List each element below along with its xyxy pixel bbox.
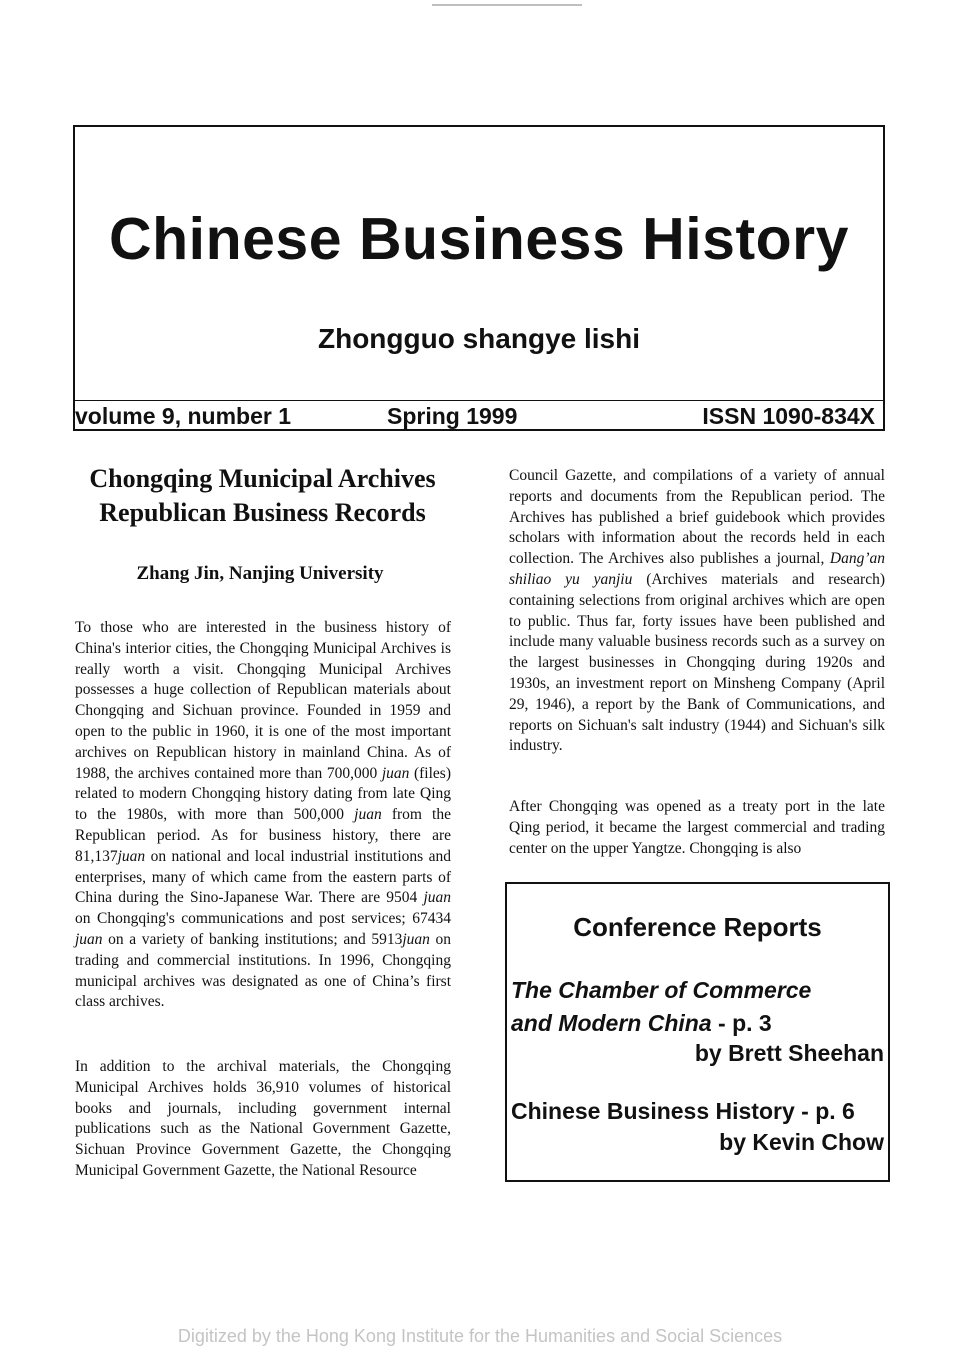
article-paragraph-2: In addition to the archival materials, the Chongqing Municipal Archives holds 36,910 volumes of historical books and journals, including government internal publications such as the National Government Gazette, Sichuan Province Government Gazette, the Chongqing Municipal Government Gazette, the National Resource [75,1058,451,1179]
article-byline: Zhang Jin, Nanjing University [136,563,384,584]
article-paragraph-3: Council Gazette, and compilations of a variety of annual reports and documents from the Republican period. The Archives has published a brief guidebook which provides scholars with information about the records held in each collection. The Archives also publishes a journal, Dang’an shiliao yu yanjiu (Archives materials and research) containing selections from original archives which are open to public. Thus far, forty issues have been published and include many valuable business records such as a survey on the largest businesses in Chongqing during 1920s and 1930s, an investment report on Minsheng Company (April 29, 1946), a report by the Bank of Communications, and reports on Sichuan's salt industry (1944) and Sichuan's silk industry. [509,467,885,755]
article-paragraph-4: After Chongqing was opened as a treaty port in the late Qing period, it became the largest commercial and trading center on the upper Yangtze. Chongqing is also [509,798,885,857]
masthead-divider [75,400,883,401]
report-2-author: by Kevin Chow [719,1129,884,1155]
article-title-line2: Republican Business Records [99,498,426,527]
digitization-footer: Digitized by the Hong Kong Institute for the Humanities and Social Sciences [177,1326,783,1346]
article-title [65,462,460,530]
top-scan-line [432,4,582,6]
issue-volume: volume 9, number 1 [75,403,292,429]
issue-season: Spring 1999 [387,403,518,429]
masthead [73,125,885,431]
conference-reports-heading: Conference Reports [573,912,822,942]
report-1-title: The Chamber of Commerce and Modern China - p. 3 [511,977,812,1036]
issue-issn: ISSN 1090-834X [702,403,875,429]
article-title-line1: Chongqing Municipal Archives [89,464,436,493]
conference-reports-box [505,882,890,1182]
report-1-author: by Brett Sheehan [694,1040,884,1066]
journal-subtitle: Zhongguo shangye lishi [318,323,640,354]
article-paragraph-1: To those who are interested in the business history of China's interior cities, the Chongqing Municipal Archives is really worth a visit. Chongqing Municipal Archives possesses a huge collection of Republican materials about Chongqing and Sichuan province. Founded in 1959 and open to the public in 1960, it is one of the most important archives on Republican history in mainland China. As of 1988, the archives contained more than 700,000 juan (files) related to modern Chongqing history dating from late Qing to the 1980s, with more than 500,000 juan from the Republican period. As for business history, there are 81,137juan on national and local industrial institutions and enterprises, many of which came from the eastern parts of China during the Sino-Japanese War. There are 9504 juan on Chongqing's communications and post services; 67434 juan on a variety of banking institutions; and 5913juan on trading and commercial institutions. In 1996, Chongqing municipal archives was designated as one of China’s first class archives. [75,619,452,1011]
journal-title: Chinese Business History [109,206,849,272]
report-2-title: Chinese Business History - p. 6 [511,1098,855,1124]
